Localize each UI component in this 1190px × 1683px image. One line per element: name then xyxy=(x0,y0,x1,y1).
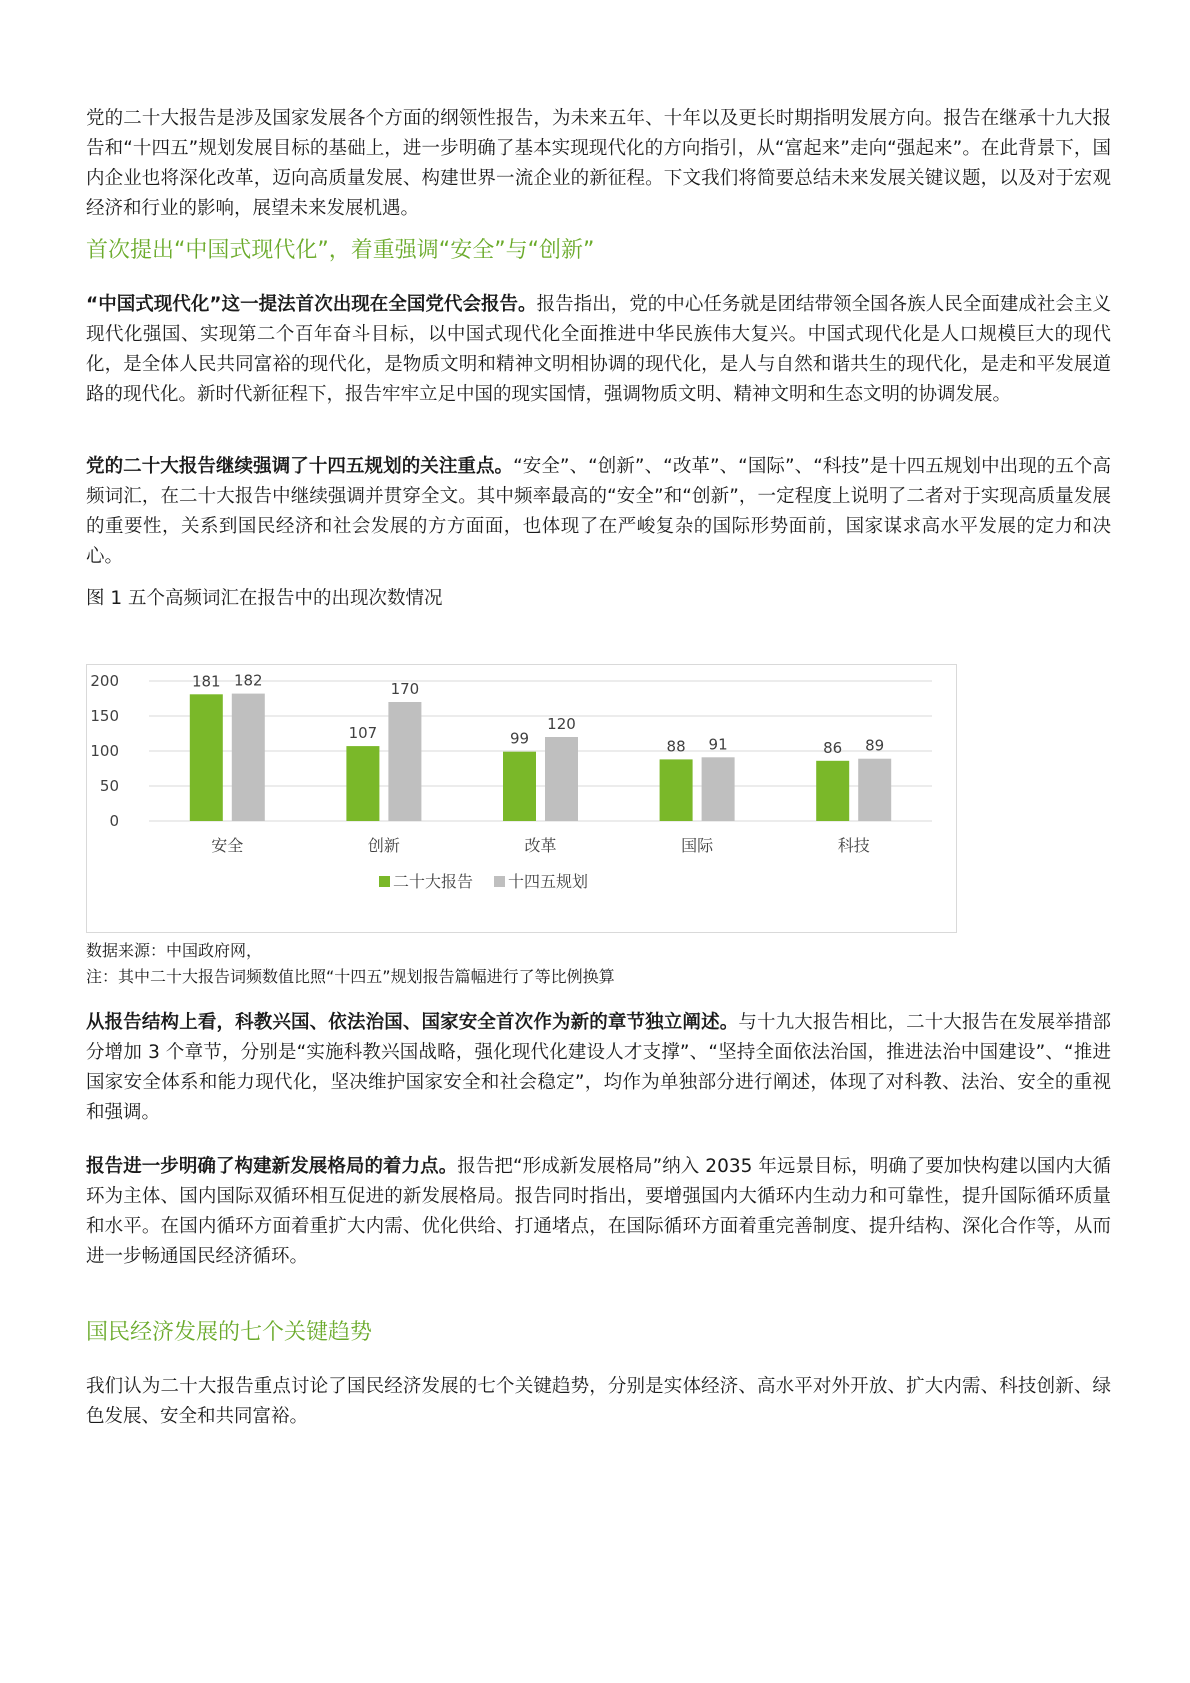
data-label: 120 xyxy=(547,715,576,733)
data-label: 107 xyxy=(348,724,378,743)
bar-twentieth xyxy=(503,752,536,821)
bar-twentieth xyxy=(660,759,693,821)
paragraph-development-pattern xyxy=(86,1152,1111,1272)
data-label: 89 xyxy=(865,736,885,755)
legend-swatch xyxy=(379,876,390,887)
figure-note: 注：其中二十大报告词频数值比照“十四五”规划报告篇幅进行了等比例换算 xyxy=(86,967,615,986)
legend-label: 十四五规划 xyxy=(508,872,589,891)
bar-fourteenth xyxy=(232,694,265,821)
paragraph-structure xyxy=(86,1008,1111,1128)
data-label: 86 xyxy=(823,738,843,757)
bar-chart xyxy=(86,664,957,933)
paragraph-body: 报告指出，党的中心任务就是团结带领全国各族人民全面建成社会主义现代化强国、实现第二个百年奋斗目标，以中国式现代化全面推进中华民族伟大复兴。中国式现代化是人口规模巨大的现代化，是全体人民共同富裕的现代化，是物质文明和精神文明相协调的现代化，是人与自然和谐共生的现代化，是走和平发展道路的现代化。新时代新征程下，报告牢牢立足中国的现实国情，强调物质文明、精神文明和生态文明的协调发展。 xyxy=(86,294,1111,405)
bar-chart-svg xyxy=(87,665,956,932)
data-label: 170 xyxy=(390,680,420,698)
bar-fourteenth xyxy=(388,702,421,821)
x-tick-label: 国际 xyxy=(681,836,714,855)
bar-fourteenth xyxy=(858,759,891,821)
data-label: 99 xyxy=(509,729,530,748)
paragraph-fourteenth-plan xyxy=(86,452,1111,572)
y-tick-label: 150 xyxy=(90,707,119,725)
data-label: 181 xyxy=(191,672,221,691)
paragraph-body: “安全”、“创新”、“改革”、“国际”、“科技”是十四五规划中出现的五个高频词汇，在二十大报告中继续强调并贯穿全文。其中频率最高的“安全”和“创新”，一定程度上说明了二者对于实现高质量发展的重要性，关系到国民经济和社会发展的方方面面，也体现了在严峻复杂的国际形势面前，国家谋求高水平发展的定力和决心。 xyxy=(86,456,1111,567)
paragraph-lead-bold: 党的二十大报告继续强调了十四五规划的关注重点。 xyxy=(86,456,514,477)
x-tick-label: 安全 xyxy=(211,836,244,855)
data-label: 88 xyxy=(666,737,686,756)
data-label: 91 xyxy=(708,735,728,754)
paragraph-seven-trends: 我们认为二十大报告重点讨论了国民经济发展的七个关键趋势，分别是实体经济、高水平对外开放、扩大内需、科技创新、绿色发展、安全和共同富裕。 xyxy=(86,1376,1111,1427)
x-tick-label: 创新 xyxy=(367,836,400,855)
intro-paragraph: 党的二十大报告是涉及国家发展各个方面的纲领性报告，为未来五年、十年以及更长时期指明发展方向。报告在继承十九大报告和“十四五”规划发展目标的基础上，进一步明确了基本实现现代化的方向指引，从“富起来”走向“强起来”。在此背景下，国内企业也将深化改革，迈向高质量发展、构建世界一流企业的新征程。下文我们将简要总结未来发展关键议题，以及对于宏观经济和行业的影响，展望未来发展机遇。 xyxy=(86,108,1111,219)
y-tick-label: 0 xyxy=(109,812,119,830)
bar-twentieth xyxy=(816,761,849,821)
bar-fourteenth xyxy=(545,737,578,821)
paragraph-body: 报告把“形成新发展格局”纳入 2035 年远景目标，明确了要加快构建以国内大循环为主体、国内国际双循环相互促进的新发展格局。报告同时指出，要增强国内大循环内生动力和可靠性，提升国际循环质量和水平。在国内循环方面着重扩大内需、优化供给、打通堵点，在国际循环方面着重完善制度、提升结构、深化合作等，从而进一步畅通国民经济循环。 xyxy=(86,1156,1111,1267)
y-tick-label: 200 xyxy=(90,672,119,690)
x-tick-label: 改革 xyxy=(524,836,557,855)
legend-swatch xyxy=(494,876,505,887)
legend-label: 二十大报告 xyxy=(393,872,474,891)
paragraph-lead-bold: 从报告结构上看，科教兴国、依法治国、国家安全首次作为新的章节独立阐述。 xyxy=(86,1012,739,1033)
figure-caption: 图 1 五个高频词汇在报告中的出现次数情况 xyxy=(86,588,443,609)
bar-twentieth xyxy=(190,694,223,821)
paragraph-body: 与十九大报告相比，二十大报告在发展举措部分增加 3 个章节，分别是“实施科教兴国战略，强化现代化建设人才支撑”、“坚持全面依法治国，推进法治中国建设”、“推进国家安全体系和能力现代化，坚决维护国家安全和社会稳定”，均作为单独部分进行阐述，体现了对科教、法治、安全的重视和强调。 xyxy=(86,1012,1111,1123)
x-tick-label: 科技 xyxy=(837,836,870,855)
section-heading-seven-trends: 国民经济发展的七个关键趋势 xyxy=(86,1320,373,1345)
y-tick-label: 50 xyxy=(99,777,119,795)
bar-fourteenth xyxy=(702,757,735,821)
paragraph-modernization xyxy=(86,290,1111,410)
paragraph-lead-bold: 报告进一步明确了构建新发展格局的着力点。 xyxy=(86,1156,458,1177)
data-label: 182 xyxy=(233,671,263,690)
y-tick-label: 100 xyxy=(90,742,119,760)
paragraph-lead-bold: “中国式现代化”这一提法首次出现在全国党代会报告。 xyxy=(86,294,537,315)
bar-twentieth xyxy=(346,746,379,821)
section-heading-modernization: 首次提出“中国式现代化”，着重强调“安全”与“创新” xyxy=(86,238,595,263)
figure-source: 数据来源：中国政府网， xyxy=(86,941,263,960)
